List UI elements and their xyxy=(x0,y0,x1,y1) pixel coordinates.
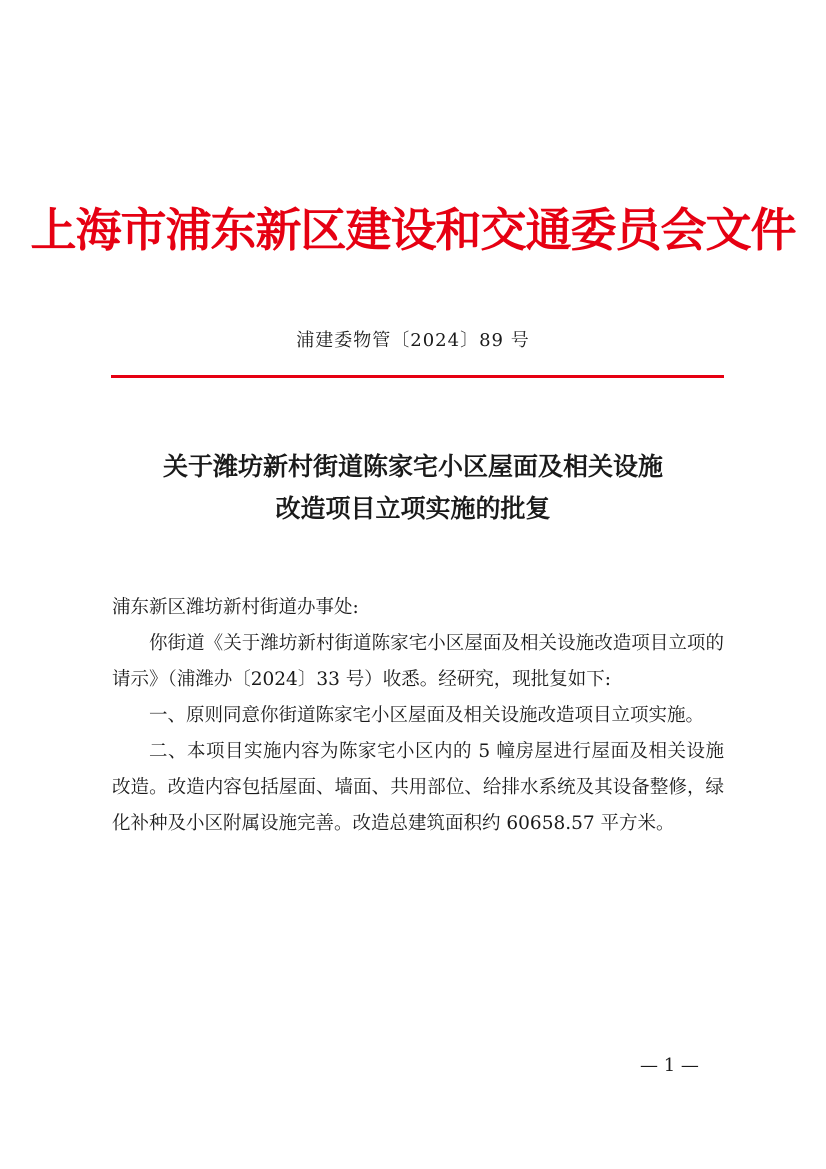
red-divider-line xyxy=(111,375,724,378)
body-paragraph-3: 二、本项目实施内容为陈家宅小区内的 5 幢房屋进行屋面及相关设施改造。改造内容包括屋面、墙面、共用部位、给排水系统及其设备整修，绿化补种及小区附属设施完善。改造总建筑面积约 60658.57 平方米。 xyxy=(112,741,724,834)
masthead-title: 上海市浦东新区建设和交通委员会文件 xyxy=(30,203,796,257)
addressee: 浦东新区潍坊新村街道办事处: xyxy=(112,597,359,618)
body-paragraph-2: 一、原则同意你街道陈家宅小区屋面及相关设施改造项目立项实施。 xyxy=(149,705,705,726)
title-line-2: 改造项目立项实施的批复 xyxy=(275,494,551,523)
document-number: 浦建委物管〔2024〕89 号 xyxy=(296,330,530,351)
document-title xyxy=(100,446,726,530)
page-number: — 1 — xyxy=(640,1055,699,1076)
title-line-1: 关于潍坊新村街道陈家宅小区屋面及相关设施 xyxy=(162,452,663,481)
document-body xyxy=(112,590,724,842)
body-paragraph-1: 你街道《关于潍坊新村街道陈家宅小区屋面及相关设施改造项目立项的请示》（浦潍办〔2024〕33 号）收悉。经研究，现批复如下: xyxy=(112,633,724,690)
